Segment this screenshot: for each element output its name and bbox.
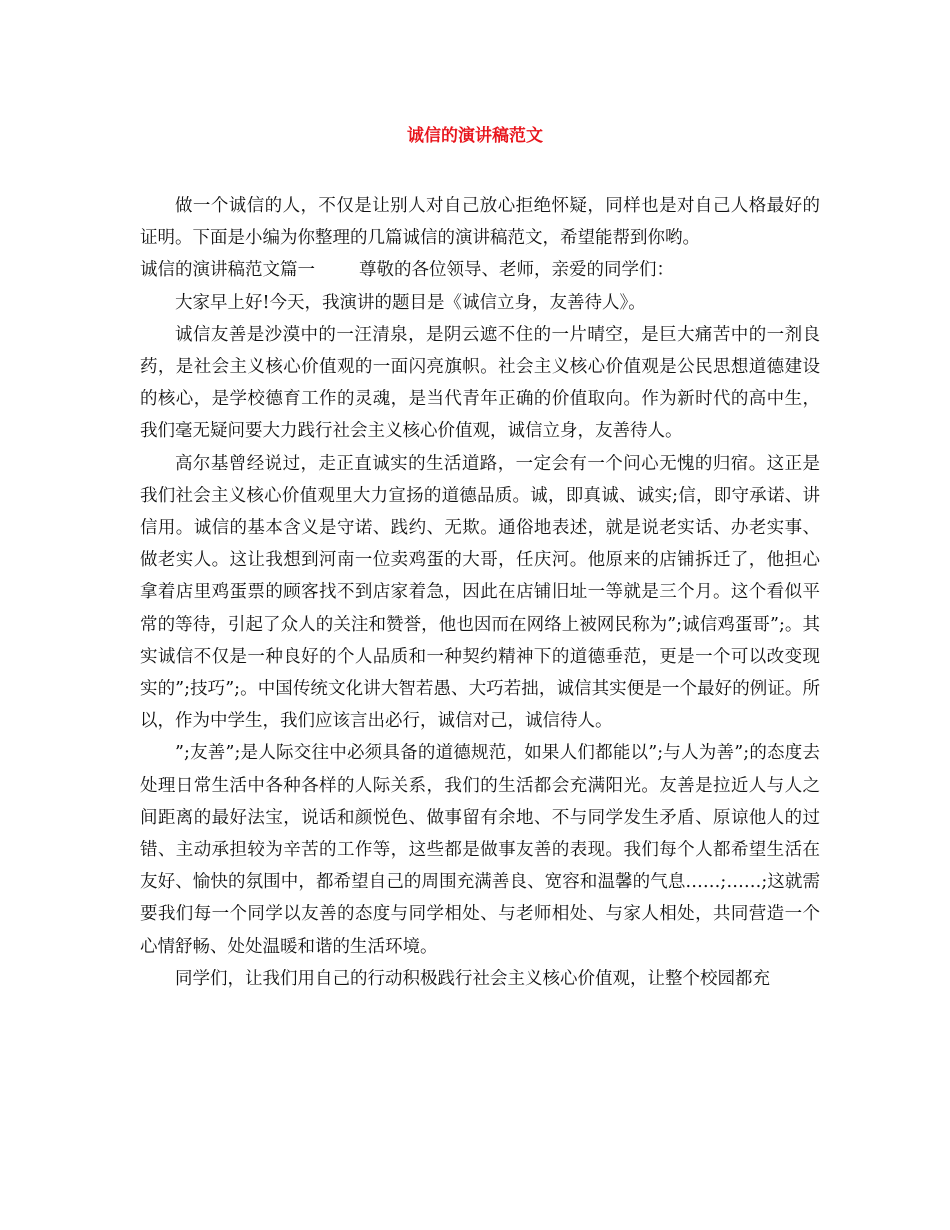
document-title: 诚信的演讲稿范文 (407, 126, 543, 146)
body-paragraph: 高尔基曾经说过，走正直诚实的生活道路，一定会有一个问心无愧的归宿。这正是我们社会主义核心价值观里大力宣扬的道德品质。诚，即真诚、诚实;信，即守承诺、讲信用。诚信的基本含义是守诺、践约、无欺。通俗地表述，就是说老实话、办老实事、做老实人。这让我想到河南一位卖鸡蛋的大哥，任庆河。他原来的店铺拆迁了，他担心拿着店里鸡蛋票的顾客找不到店家着急，因此在店铺旧址一等就是三个月。这个看似平常的等待，引起了众人的关注和赞誉，他也因而在网络上被网民称为”;诚信鸡蛋哥”;。其实诚信不仅是一种良好的个人品质和一种契约精神下的道德垂范，更是一个可以改变现实的”;技巧”;。中国传统文化讲大智若愚、大巧若拙，诚信其实便是一个最好的例证。所以，作为中学生，我们应该言出必行，诚信对己，诚信待人。 (140, 453, 820, 732)
body-paragraph: 大家早上好!今天，我演讲的题目是《诚信立身，友善待人》。 (175, 292, 646, 313)
document-body (140, 190, 820, 995)
body-paragraph: 诚信友善是沙漠中的一汪清泉，是阴云遮不住的一片晴空，是巨大痛苦中的一剂良药，是社会主义核心价值观的一面闪亮旗帜。社会主义核心价值观是公民思想道德建设的核心，是学校德育工作的灵魂，是当代青年正确的价值取向。作为新时代的高中生，我们毫无疑问要大力践行社会主义核心价值观，诚信立身，友善待人。 (140, 324, 820, 442)
salutation: 尊敬的各位领导、老师，亲爱的同学们： (359, 260, 674, 281)
body-paragraph: 同学们，让我们用自己的行动积极践行社会主义核心价值观，让整个校园都充 (175, 968, 770, 989)
section-heading: 诚信的演讲稿范文篇一 (140, 260, 315, 281)
section-heading-line (140, 254, 820, 286)
body-paragraph: ”;友善”;是人际交往中必须具备的道德规范，如果人们都能以”;与人为善”;的态度去处理日常生活中各种各样的人际关系，我们的生活都会充满阳光。友善是拉近人与人之间距离的最好法宝，说话和颜悦色、做事留有余地、不与同学发生矛盾、原谅他人的过错、主动承担较为辛苦的工作等，这些都是做事友善的表现。我们每个人都希望生活在友好、愉快的氛围中，都希望自己的周围充满善良、宽容和温馨的气息……;……;这就需要我们每一个同学以友善的态度与同学相处、与老师相处、与家人相处，共同营造一个心情舒畅、处处温暖和谐的生活环境。 (140, 743, 820, 957)
intro-paragraph: 做一个诚信的人，不仅是让别人对自己放心拒绝怀疑，同样也是对自己人格最好的证明。下面是小编为你整理的几篇诚信的演讲稿范文，希望能帮到你哟。 (140, 196, 820, 249)
